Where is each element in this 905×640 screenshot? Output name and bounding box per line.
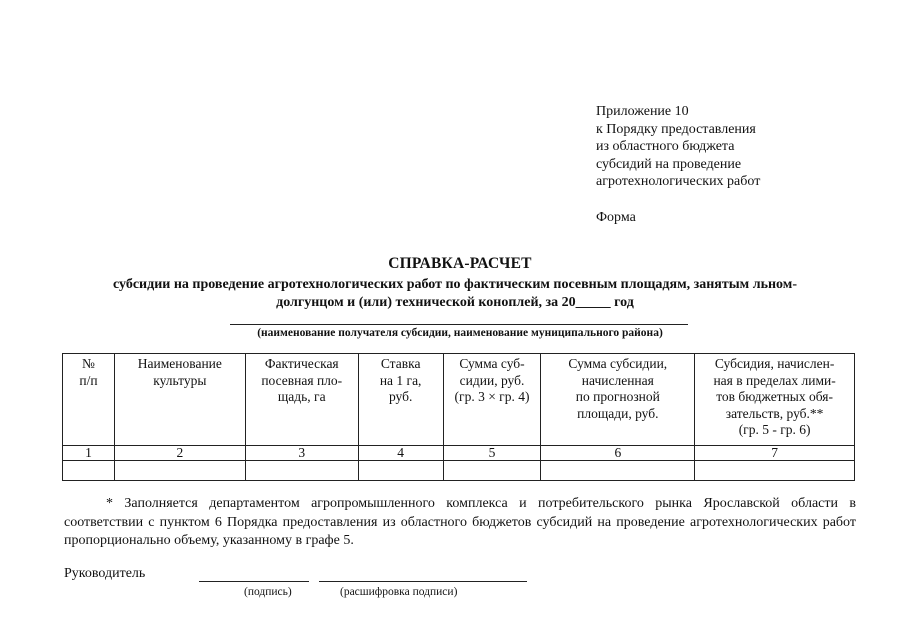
empty-cell xyxy=(443,461,541,481)
column-number: 5 xyxy=(443,446,541,461)
column-number: 4 xyxy=(358,446,443,461)
signature-decode-caption: (расшифровка подписи) xyxy=(340,586,458,598)
header-cell-limit-subsidy: Субсидия, начислен- ная в пределах лими- тов бюджетных обя- зательств, руб.** (гр. 5 - гр. 6) xyxy=(695,354,855,446)
column-number: 6 xyxy=(541,446,695,461)
subtitle-line: субсидии на проведение агротехнологических работ по фактическим посевным площадям, занятым льном- xyxy=(113,277,797,292)
signature-label: Руководитель xyxy=(64,566,146,581)
column-number-row xyxy=(63,446,855,461)
appendix-line: к Порядку предоставления xyxy=(596,121,756,137)
subtitle-line: долгунцом и (или) технической коноплей, за 20_____ год xyxy=(276,295,634,310)
empty-cell xyxy=(695,461,855,481)
recipient-caption: (наименование получателя субсидии, наименование муниципального района) xyxy=(257,327,663,339)
signature-caption: (подпись) xyxy=(244,586,292,598)
header-cell-forecast-sum: Сумма субсидии, начисленная по прогнозной площади, руб. xyxy=(541,354,695,446)
header-cell-number: № п/п xyxy=(63,354,115,446)
appendix-line: агротехнологических работ xyxy=(596,174,761,189)
empty-cell xyxy=(114,461,245,481)
recipient-fill-line xyxy=(230,324,688,325)
header-cell-rate: Ставка на 1 га, руб. xyxy=(358,354,443,446)
empty-cell xyxy=(358,461,443,481)
calculation-table xyxy=(62,353,855,481)
empty-cell xyxy=(63,461,115,481)
empty-table-row xyxy=(63,461,855,481)
column-number: 3 xyxy=(245,446,358,461)
form-label: Форма xyxy=(596,209,636,225)
empty-cell xyxy=(541,461,695,481)
header-cell-area: Фактическая посевная пло- щадь, га xyxy=(245,354,358,446)
header-cell-subsidy-sum: Сумма суб- сидии, руб. (гр. 3 × гр. 4) xyxy=(443,354,541,446)
signature-decode-line xyxy=(319,581,527,582)
footnote: * Заполняется департаментом агропромышленного комплекса и потребительского рынка Ярославской области в соответствии с пунктом 6 Порядка предоставления из областного бюджетов субсидий на проведение агротехнологических работ пропорционально объему, указанному в графе 5. xyxy=(64,496,856,548)
document-subtitle xyxy=(60,276,850,312)
column-number: 7 xyxy=(695,446,855,461)
appendix-line: из областного бюджета xyxy=(596,139,735,154)
appendix-line: Приложение 10 xyxy=(596,104,689,119)
document-title: СПРАВКА-РАСЧЕТ xyxy=(388,255,532,272)
appendix-block xyxy=(596,103,856,226)
table-header-row xyxy=(63,354,855,446)
column-number: 2 xyxy=(114,446,245,461)
signature-line xyxy=(199,581,309,582)
empty-cell xyxy=(245,461,358,481)
header-cell-crop: Наименование культуры xyxy=(114,354,245,446)
signature-block xyxy=(64,566,864,606)
appendix-line: субсидий на проведение xyxy=(596,156,742,172)
column-number: 1 xyxy=(63,446,115,461)
